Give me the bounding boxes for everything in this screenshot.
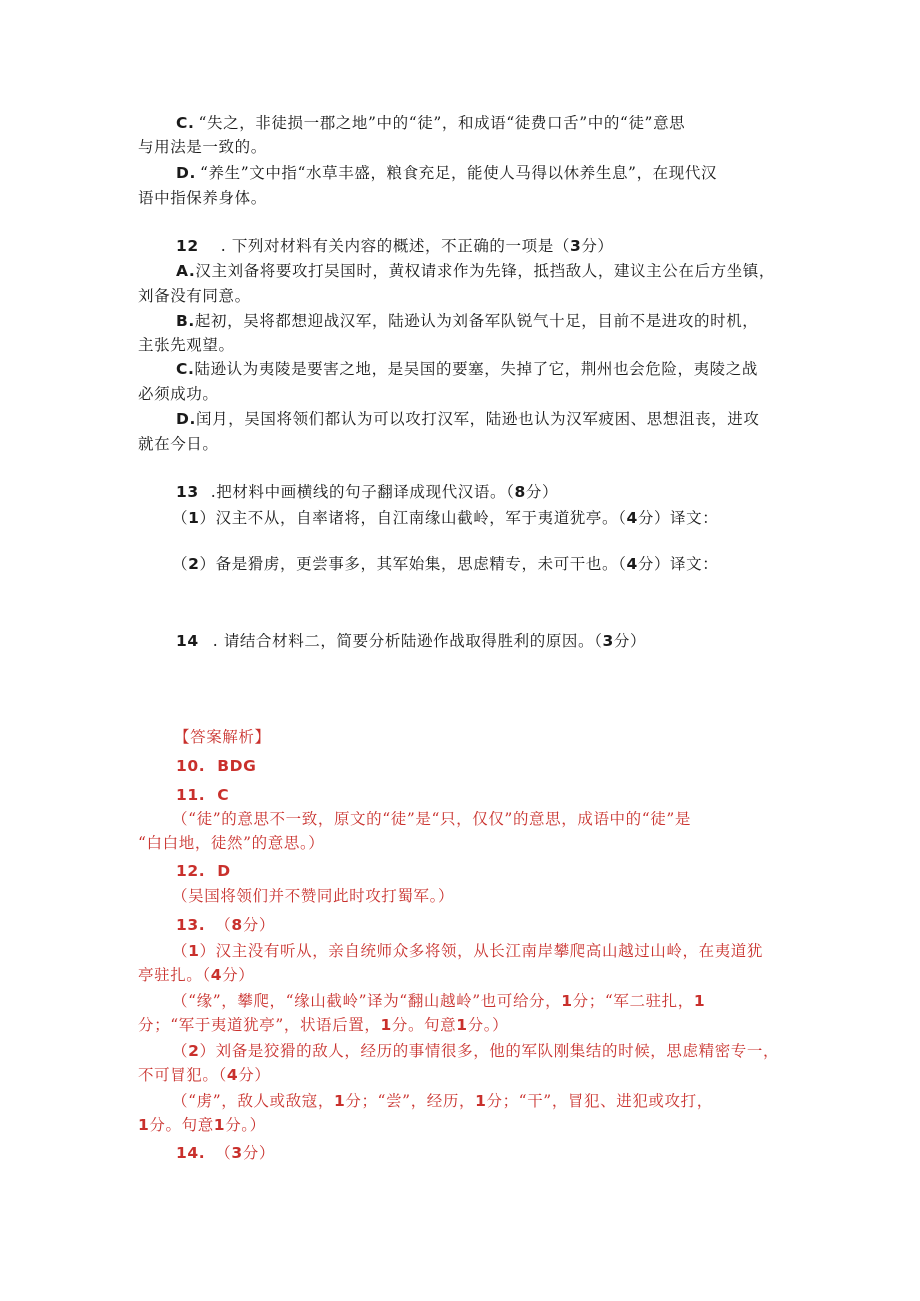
q11-option-c-line2: 与用法是一致的。 [138,138,267,156]
q11-option-d-line1: D. “养生”文中指“水草丰盛，粮食充足，能使人马得以休养生息”，在现代汉 [176,164,718,182]
q12-option-d-line2: 就在今日。 [138,435,219,453]
q11-option-c-label: C. [176,114,195,132]
q12-number: 12 [176,237,199,255]
q13-stem: 13 .把材料中画横线的句子翻译成现代汉语。（8分） [176,483,559,501]
answer-14: 14. （3分） [176,1144,275,1162]
q12-option-a-line1: A.汉主刘备将要攻打吴国时，黄权请求作为先锋，抵挡敌人，建议主公在后方坐镇， [176,262,775,280]
answer-13: 13. （8分） [176,916,275,934]
answer-13-1-note-line1: （“缘”，攀爬，“缘山截岭”译为“翻山越岭”也可给分，1分；“军二驻扎，1 [172,992,706,1010]
q12-option-b-line2: 主张先观望。 [138,336,235,354]
q14-stem: 14 . 请结合材料二，简要分析陆逊作战取得胜利的原因。（3分） [176,632,647,650]
answer-11-explanation-line2: “白白地，徒然”的意思。） [138,834,325,852]
q12-option-b-line1: B.起初，吴将都想迎战汉军，陆逊认为刘备军队锐气十足，目前不是进攻的时机， [176,312,759,330]
q12-option-c-line1: C.陆逊认为夷陵是要害之地，是吴国的要塞，失掉了它，荆州也会危险，夷陵之战 [176,360,758,378]
q13-sentence-2: （2）备是猾虏，更尝事多，其军始集，思虑精专，未可干也。（4分）译文： [172,555,719,573]
answer-13-1-line2: 亭驻扎。（4分） [138,966,255,984]
q11-option-c-line1: C. “失之，非徒损一郡之地”中的“徒”，和成语“徒费口舌”中的“徒”意思 [176,114,686,132]
answer-12-explanation: （吴国将领们并不赞同此时攻打蜀军。） [172,887,455,905]
q14-number: 14 [176,632,199,650]
q13-sentence-1: （1）汉主不从，自率诸将，自江南缘山截岭，军于夷道犹亭。（4分）译文： [172,509,719,527]
answer-11-explanation-line1: （“徒”的意思不一致，原文的“徒”是“只，仅仅”的意思，成语中的“徒”是 [172,810,691,828]
q12-stem: 12 . 下列对材料有关内容的概述，不正确的一项是（3分） [176,237,614,255]
answer-13-2-line1: （2）刘备是狡猾的敌人，经历的事情很多，他的军队刚集结的时候，思虑精密专一， [172,1042,780,1060]
q11-option-d-line2: 语中指保养身体。 [138,189,267,207]
answer-13-2-note-line1: （“虏”，敌人或敌寇，1分；“尝”，经历，1分；“干”，冒犯、进犯或攻打， [172,1092,713,1110]
q12-option-d-line1: D.闰月，吴国将领们都认为可以攻打汉军，陆逊也认为汉军疲困、思想沮丧，进攻 [176,410,760,428]
answer-10: 10. BDG [176,757,257,775]
q12-option-c-line2: 必须成功。 [138,385,219,403]
answer-header: 【答案解析】 [174,728,271,746]
answer-13-1-line1: （1）汉主没有听从，亲自统师众多将领，从长江南岸攀爬高山越过山岭，在夷道犹 [172,942,764,960]
answer-13-1-note-line2: 分；“军于夷道犹亭”，状语后置，1分。句意1分。） [138,1016,509,1034]
q11-option-d-label: D. [176,164,196,182]
answer-12: 12. D [176,862,231,880]
q12-option-a-line2: 刘备没有同意。 [138,287,251,305]
answer-11: 11. C [176,786,230,804]
answer-13-2-line2: 不可冒犯。（4分） [138,1066,271,1084]
answer-13-2-note-line2: 1分。句意1分。） [138,1116,266,1134]
q13-number: 13 [176,483,199,501]
